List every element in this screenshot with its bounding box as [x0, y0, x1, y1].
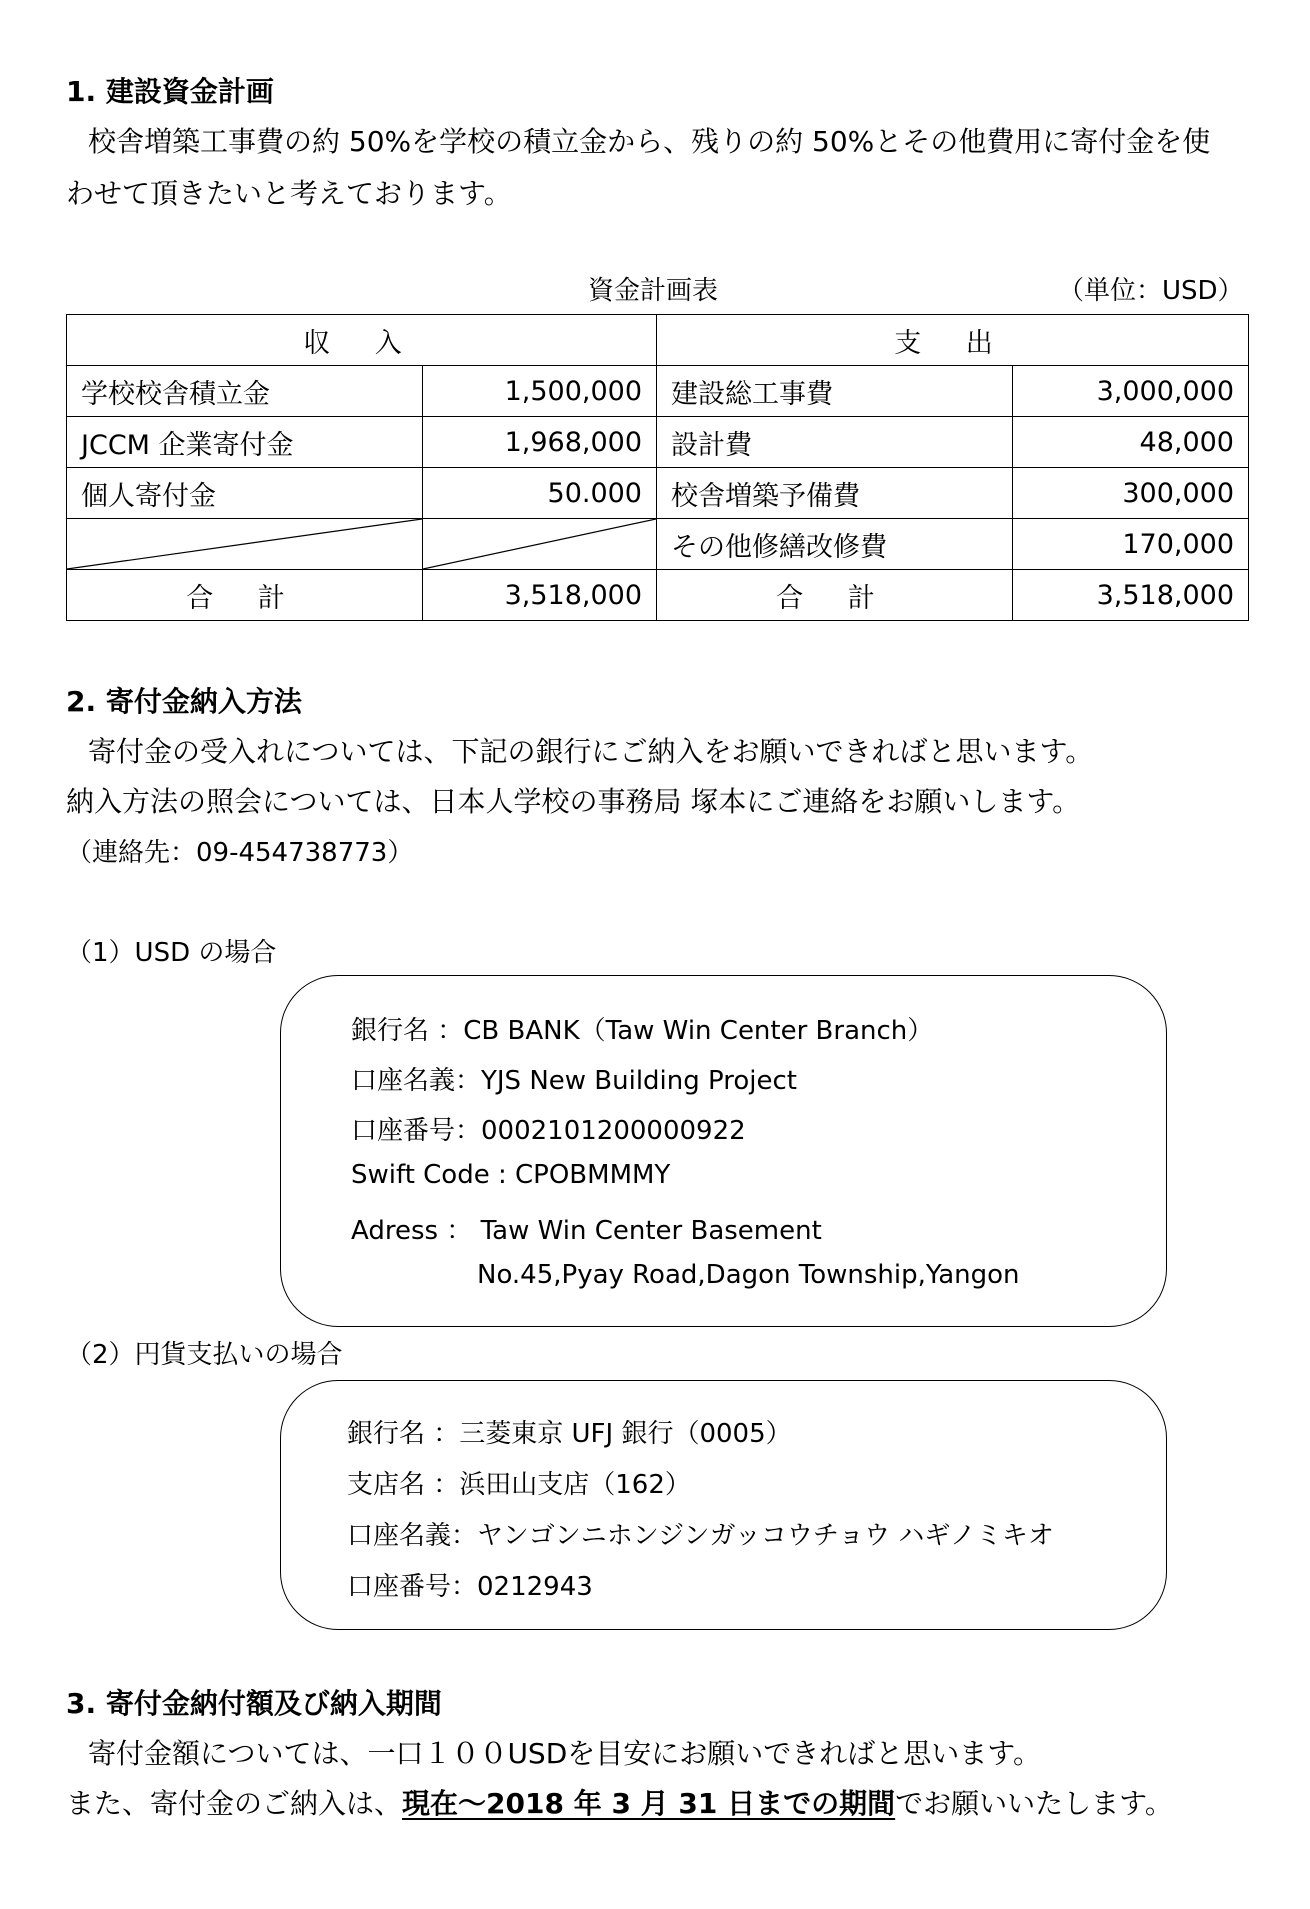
- donation-period-emphasis: 現在～2018 年 3 月 31 日までの期間: [402, 1787, 896, 1820]
- expense-amount: 3,000,000: [1013, 366, 1249, 417]
- usd-bank-line: Adress ： Taw Win Center Basement: [351, 1216, 822, 1246]
- income-header: 収 入: [67, 315, 657, 366]
- contact-line: （連絡先：09-454738773）: [66, 838, 414, 868]
- usd-bank-line: 銀行名 ：CB BANK（Taw Win Center Branch）: [351, 1016, 934, 1046]
- expense-total: 3,518,000: [1013, 570, 1249, 621]
- table-row: [67, 468, 1249, 519]
- section3-heading: 3. 寄付金納付額及び納入期間: [66, 1687, 442, 1720]
- empty-slashed-cell: [423, 519, 657, 570]
- income-amount: 1,968,000: [423, 417, 657, 468]
- table-total-row: [67, 570, 1249, 621]
- expense-header: 支 出: [657, 315, 1249, 366]
- expense-item: 校舎増築予備費: [657, 468, 1013, 519]
- section3-paragraph-line1: 寄付金額については、一口１００USDを目安にお願いできればと思います。: [88, 1737, 1042, 1770]
- usd-label: （1）USD の場合: [66, 938, 277, 968]
- section2-paragraph-line1: 寄付金の受入れについては、下記の銀行にご納入をお願いできればと思います。: [88, 735, 1094, 768]
- funding-table: [66, 314, 1249, 621]
- expense-item: 設計費: [657, 417, 1013, 468]
- usd-bank-line: 口座番号：0002101200000922: [351, 1116, 746, 1146]
- section1-paragraph-line1: 校舎増築工事費の約 50%を学校の積立金から、残りの約 50%とその他費用に寄付金を使: [88, 125, 1211, 158]
- table-row: [67, 366, 1249, 417]
- jpy-bank-line: 支店名 ：浜田山支店（162）: [347, 1470, 691, 1500]
- income-item: JCCM 企業寄付金: [67, 417, 423, 468]
- income-item: 学校校舎積立金: [67, 366, 423, 417]
- expense-item: 建設総工事費: [657, 366, 1013, 417]
- jpy-label: （2）円貨支払いの場合: [66, 1340, 343, 1370]
- section3-text-suffix: でお願いいたします。: [895, 1787, 1173, 1820]
- table-title: 資金計画表: [588, 276, 719, 306]
- table-unit: （単位：USD）: [1058, 276, 1244, 306]
- diagonal-slash: [67, 519, 422, 569]
- table-header-row: [67, 315, 1249, 366]
- section2-paragraph-line2: 納入方法の照会については、日本人学校の事務局 塚本にご連絡をお願いします。: [66, 785, 1081, 818]
- expense-total-label: 合 計: [657, 570, 1013, 621]
- table-row: [67, 519, 1249, 570]
- jpy-bank-box: [280, 1380, 1167, 1630]
- section3-text-prefix: また、寄付金のご納入は、: [66, 1787, 403, 1820]
- jpy-bank-line: 口座番号：0212943: [347, 1572, 593, 1602]
- income-total-label: 合 計: [67, 570, 423, 621]
- income-total: 3,518,000: [423, 570, 657, 621]
- expense-item: その他修繕改修費: [657, 519, 1013, 570]
- usd-bank-line: 口座名義：YJS New Building Project: [351, 1066, 797, 1096]
- usd-bank-box: [280, 975, 1167, 1327]
- section3-paragraph-line2: [66, 1782, 1173, 1822]
- expense-amount: 300,000: [1013, 468, 1249, 519]
- income-item: 個人寄付金: [67, 468, 423, 519]
- expense-amount: 170,000: [1013, 519, 1249, 570]
- usd-bank-line: No.45,Pyay Road,Dagon Township,Yangon: [477, 1260, 1020, 1290]
- section2-heading: 2. 寄付金納入方法: [66, 685, 302, 718]
- jpy-bank-line: 口座名義：ヤンゴンニホンジンガッコウチョウ ハギノミキオ: [347, 1521, 1054, 1551]
- usd-bank-line: Swift Code : CPOBMMMY: [351, 1160, 671, 1190]
- section1-paragraph-line2: わせて頂きたいと考えております。: [66, 177, 512, 210]
- income-amount: 50.000: [423, 468, 657, 519]
- empty-slashed-cell: [67, 519, 423, 570]
- section1-heading: 1. 建設資金計画: [66, 75, 274, 108]
- jpy-bank-line: 銀行名 ：三菱東京 UFJ 銀行（0005）: [347, 1419, 792, 1449]
- expense-amount: 48,000: [1013, 417, 1249, 468]
- income-amount: 1,500,000: [423, 366, 657, 417]
- table-row: [67, 417, 1249, 468]
- diagonal-slash: [423, 519, 656, 569]
